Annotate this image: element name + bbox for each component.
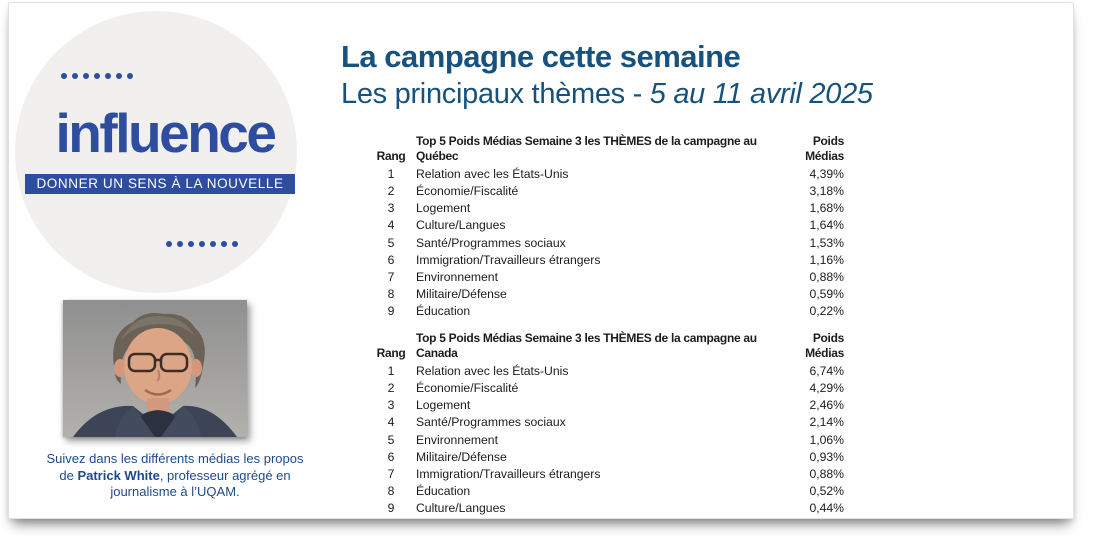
table-body [366,166,844,320]
theme-cell: Éducation [416,484,471,499]
table-row [366,500,844,517]
table-row [366,380,844,397]
theme-cell: Militaire/Défense [416,449,507,464]
themes-table-quebec [366,134,844,320]
dot-icon [221,241,227,247]
table-row [366,397,844,414]
table-row [366,235,844,252]
caption-tail: , professeur agrégé en journalisme à l’UQAM. [110,467,291,499]
value-cell: 1,06% [809,432,844,447]
value-cell: 0,93% [809,449,844,464]
caption-person-name: Patrick White [77,467,160,483]
table-row [366,217,844,234]
dot-icon [177,241,183,247]
dot-icon [105,73,111,79]
rank-cell: 7 [387,269,395,284]
theme-cell: Logement [416,201,471,216]
page-subtitle [341,78,873,111]
page-title: La campagne cette semaine [341,39,741,74]
influence-logo [15,11,297,293]
theme-cell: Culture/Langues [416,501,506,516]
dot-icon [166,241,172,247]
theme-cell: Relation avec les États-Unis [416,364,569,378]
rank-cell: 2 [387,184,395,199]
dot-icon [94,73,100,79]
theme-cell: Relation avec les États-Unis [416,167,569,181]
table-header-row [366,331,844,360]
dot-icon [188,241,194,247]
table-row [366,303,844,320]
table-row [366,269,844,286]
value-cell: 6,74% [809,364,844,378]
value-cell: 0,88% [809,466,844,481]
value-cell: 3,18% [809,184,844,199]
rank-cell: 6 [387,252,395,267]
table-row [366,483,844,500]
value-cell: 1,64% [809,218,844,233]
rank-cell: 4 [387,415,395,430]
portrait-illustration [63,300,247,437]
value-cell: 2,14% [809,415,844,430]
table-row [366,449,844,466]
dot-icon [210,241,216,247]
table-row [366,466,844,483]
rank-cell: 9 [387,304,395,319]
rank-cell: 3 [387,201,395,216]
theme-column-header: Top 5 Poids Médias Semaine 3 les THÈMES de la campagne au Canada [416,331,757,360]
table-row [366,414,844,431]
theme-cell: Environnement [416,269,498,284]
theme-cell: Éducation [416,304,471,319]
slide-card [8,2,1074,519]
dot-icon [127,73,133,79]
logo-dots-bottom-decoration [166,241,238,247]
dot-icon [61,73,67,79]
table-row [366,252,844,269]
theme-cell: Santé/Programmes sociaux [416,415,566,430]
table-header-row [366,134,844,163]
caption-lead: Suivez dans les différents médias les propos de [46,451,304,483]
value-cell: 0,44% [809,501,844,516]
rank-cell: 1 [387,364,395,378]
rank-cell: 1 [387,167,395,181]
table-row [366,363,844,380]
dot-icon [199,241,205,247]
value-cell: 4,39% [809,167,844,181]
value-cell: 0,88% [809,269,844,284]
value-cell: 1,16% [809,252,844,267]
subtitle-text: Les principaux thèmes - [341,78,650,110]
theme-cell: Économie/Fiscalité [416,184,519,199]
rank-cell: 5 [387,235,395,250]
rank-cell: 7 [387,466,395,481]
value-cell: 2,46% [809,398,844,413]
rank-cell: 9 [387,501,395,516]
theme-cell: Immigration/Travailleurs étrangers [416,252,601,267]
rank-column-header: Rang [376,345,406,360]
table-row [366,200,844,217]
rank-cell: 2 [387,381,395,396]
rank-cell: 6 [387,449,395,464]
table-row [366,183,844,200]
logo-tagline-banner: DONNER UN SENS À LA NOUVELLE [25,174,295,194]
dot-icon [72,73,78,79]
rank-cell: 4 [387,218,395,233]
theme-cell: Immigration/Travailleurs étrangers [416,466,601,481]
subtitle-date-range: 5 au 11 avril 2025 [649,78,873,110]
logo-dots-top-decoration [61,73,133,79]
patrick-white-photo [63,300,247,437]
table-body [366,363,844,517]
dot-icon [83,73,89,79]
value-cell: 0,22% [809,304,844,319]
theme-cell: Santé/Programmes sociaux [416,235,566,250]
theme-cell: Logement [416,398,471,413]
table-row [366,286,844,303]
value-column-header: Poids Médias [805,134,844,163]
table-row [366,432,844,449]
rank-cell: 8 [387,287,395,302]
rank-cell: 3 [387,398,395,413]
value-cell: 1,68% [809,201,844,216]
rank-column-header: Rang [376,148,406,163]
dot-icon [232,241,238,247]
value-cell: 1,53% [809,235,844,250]
dot-icon [116,73,122,79]
theme-cell: Culture/Langues [416,218,506,233]
rank-cell: 5 [387,432,395,447]
value-cell: 0,59% [809,287,844,302]
themes-table-canada [366,331,844,517]
logo-wordmark: influence [55,102,275,164]
value-cell: 4,29% [809,381,844,396]
value-column-header: Poids Médias [805,331,844,360]
table-row [366,166,844,183]
rank-cell: 8 [387,484,395,499]
value-cell: 0,52% [809,484,844,499]
theme-cell: Environnement [416,432,498,447]
theme-column-header: Top 5 Poids Médias Semaine 3 les THÈMES de la campagne au Québec [416,134,757,163]
profile-caption [39,451,311,501]
theme-cell: Militaire/Défense [416,287,507,302]
theme-cell: Économie/Fiscalité [416,381,519,396]
